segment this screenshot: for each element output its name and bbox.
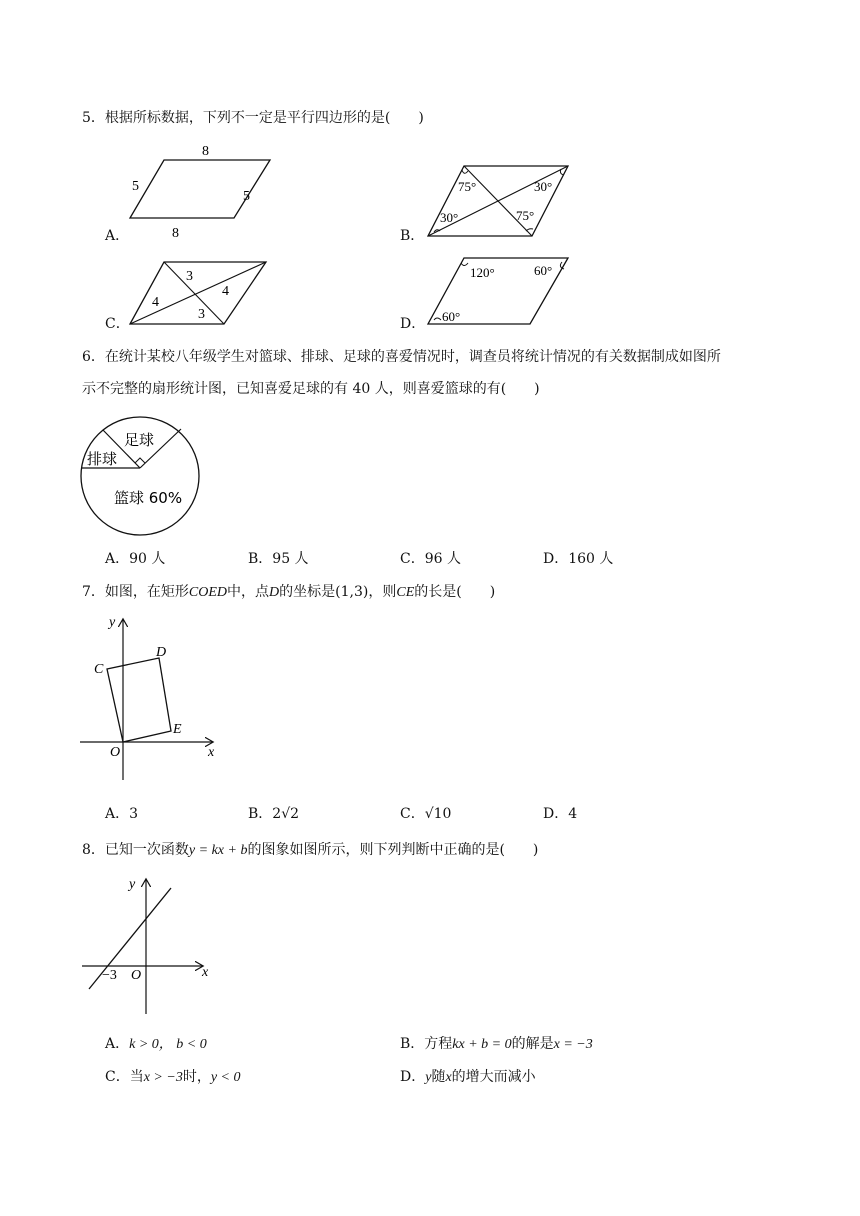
- q6-option-c[interactable]: C．96 人: [400, 551, 461, 567]
- q7-origin-label: O: [110, 745, 121, 760]
- q8-option-c-letter: C．: [105, 1069, 130, 1085]
- q8-option-a-letter: A．: [105, 1036, 130, 1052]
- q5-fig-a-left-label: 5: [132, 179, 139, 194]
- q7-stem-pre: 7．如图，在矩形: [82, 584, 189, 600]
- q6-option-a[interactable]: A．90 人: [105, 551, 166, 567]
- q5-fig-c-seg2: 4: [152, 295, 159, 310]
- q7-point-e-label: E: [173, 722, 182, 737]
- q5-figure-d-quadrilateral: [418, 250, 578, 334]
- q6-pie-label-volleyball: 排球: [87, 450, 118, 468]
- q7-option-c-letter: C．: [400, 806, 425, 822]
- q5-fig-c-seg1: 3: [186, 269, 193, 284]
- q8-option-c-mid: 时，: [182, 1069, 211, 1085]
- q8-option-b-pre: 方程: [424, 1036, 453, 1052]
- q5-fig-a-right-label: 5: [243, 189, 250, 204]
- q7-point-c-label: C: [94, 662, 104, 677]
- q6-option-b[interactable]: B．95 人: [248, 551, 309, 567]
- q7-option-b[interactable]: [248, 804, 299, 824]
- q7-stem-mid3: ，则: [368, 584, 397, 600]
- q8-option-d-end: 的增大而减小: [451, 1069, 536, 1085]
- q6-pie-label-basketball: 篮球 60%: [114, 489, 183, 507]
- q7-option-b-letter: B．: [248, 806, 273, 822]
- q5-fig-d-angle1: 120°: [470, 265, 495, 280]
- q8-option-b-equation: kx + b = 0: [452, 1037, 512, 1052]
- q8-axis-y-label: y: [129, 877, 136, 892]
- q5-fig-d-angle3: 60°: [442, 309, 461, 324]
- q8-stem-end: 的图象如图所示，则下列判断中正确的是( ): [247, 842, 539, 858]
- q8-option-b-letter: B．: [400, 1036, 425, 1052]
- q7-axis-y-label: y: [109, 615, 116, 630]
- q8-stem-pre: 8．已知一次函数: [82, 842, 189, 858]
- q5-option-b-letter[interactable]: B．: [400, 228, 425, 244]
- q8-axis-x-label: x: [202, 965, 209, 980]
- q7-stem-mid1: 中，点: [227, 584, 270, 600]
- q6-stem-line2: 示不完整的扇形统计图，已知喜爱足球的有 40 人，则喜爱篮球的有( ): [82, 381, 540, 397]
- q8-option-b-solution: x = −3: [553, 1037, 593, 1052]
- q8-option-a-text: k > 0， b < 0: [129, 1037, 207, 1052]
- q5-option-a-letter[interactable]: A．: [105, 228, 130, 244]
- q5-fig-c-seg4: 3: [198, 307, 205, 322]
- q6-stem-line1: 6．在统计某校八年级学生对篮球、排球、足球的喜爱情况时，调查员将统计情况的有关数据制成如图所: [82, 349, 721, 365]
- q7-option-c[interactable]: [400, 804, 451, 824]
- q8-origin-label: O: [131, 968, 142, 983]
- q7-axis-x-label: x: [208, 745, 215, 760]
- q5-fig-a-top-label: 8: [202, 144, 209, 159]
- q7-coordinate-figure: [76, 612, 226, 784]
- q7-stem-point: D: [269, 585, 280, 600]
- q8-stem: [82, 838, 538, 863]
- q8-intercept-label: −3: [102, 968, 117, 983]
- q8-option-d-y: y: [425, 1070, 432, 1085]
- q5-option-d-letter[interactable]: D．: [400, 316, 426, 332]
- q7-point-d-label: D: [156, 645, 167, 660]
- q5-fig-b-angle1: 75°: [458, 179, 477, 194]
- q8-option-c-result: y < 0: [210, 1070, 241, 1085]
- q8-line-graph: [78, 872, 228, 1020]
- q7-stem-end: 的长是( ): [414, 584, 496, 600]
- q5-fig-b-angle2: 30°: [440, 210, 459, 225]
- q8-option-b[interactable]: [400, 1034, 593, 1055]
- q7-stem-mid2: 的坐标是: [279, 584, 336, 600]
- q8-option-d[interactable]: [400, 1067, 536, 1088]
- q7-option-b-value: 2√2: [272, 806, 300, 822]
- q5-fig-d-angle2: 60°: [534, 263, 553, 278]
- q7-option-c-value: √10: [424, 806, 452, 822]
- q5-figure-a-parallelogram: [120, 140, 280, 240]
- q5-fig-a-bottom-label: 8: [172, 226, 179, 240]
- q6-pie-label-football: 足球: [124, 431, 155, 449]
- q6-option-d[interactable]: D．160 人: [543, 551, 614, 567]
- q5-figure-c-quadrilateral: [120, 254, 280, 334]
- q8-option-d-x: x: [445, 1070, 452, 1085]
- q7-stem: [82, 580, 495, 605]
- q8-option-b-mid: 的解是: [511, 1036, 554, 1052]
- q8-option-d-letter: D．: [400, 1069, 426, 1085]
- q5-fig-b-angle3: 30°: [534, 179, 553, 194]
- q7-option-d[interactable]: D．4: [543, 806, 578, 822]
- q7-stem-coord: (1,3): [335, 584, 369, 600]
- q7-option-a[interactable]: A．3: [105, 806, 139, 822]
- q8-option-c-condition: x > −3: [143, 1070, 183, 1085]
- q5-fig-b-angle4: 75°: [516, 208, 535, 223]
- q7-stem-ce: CE: [396, 585, 415, 600]
- q8-option-d-mid: 随: [431, 1069, 446, 1085]
- q8-option-c[interactable]: [105, 1067, 241, 1088]
- q5-stem: 5．根据所标数据，下列不一定是平行四边形的是( ): [82, 110, 424, 126]
- q8-option-c-pre: 当: [129, 1069, 144, 1085]
- q5-figure-b-parallelogram: [418, 158, 578, 244]
- q6-pie-chart: [78, 414, 202, 538]
- q7-stem-rect: COED: [188, 585, 228, 600]
- q8-option-a[interactable]: [105, 1034, 207, 1055]
- q5-fig-c-seg3: 4: [222, 284, 229, 299]
- q5-option-c-letter[interactable]: C．: [105, 316, 130, 332]
- q8-stem-function: y = kx + b: [188, 843, 248, 858]
